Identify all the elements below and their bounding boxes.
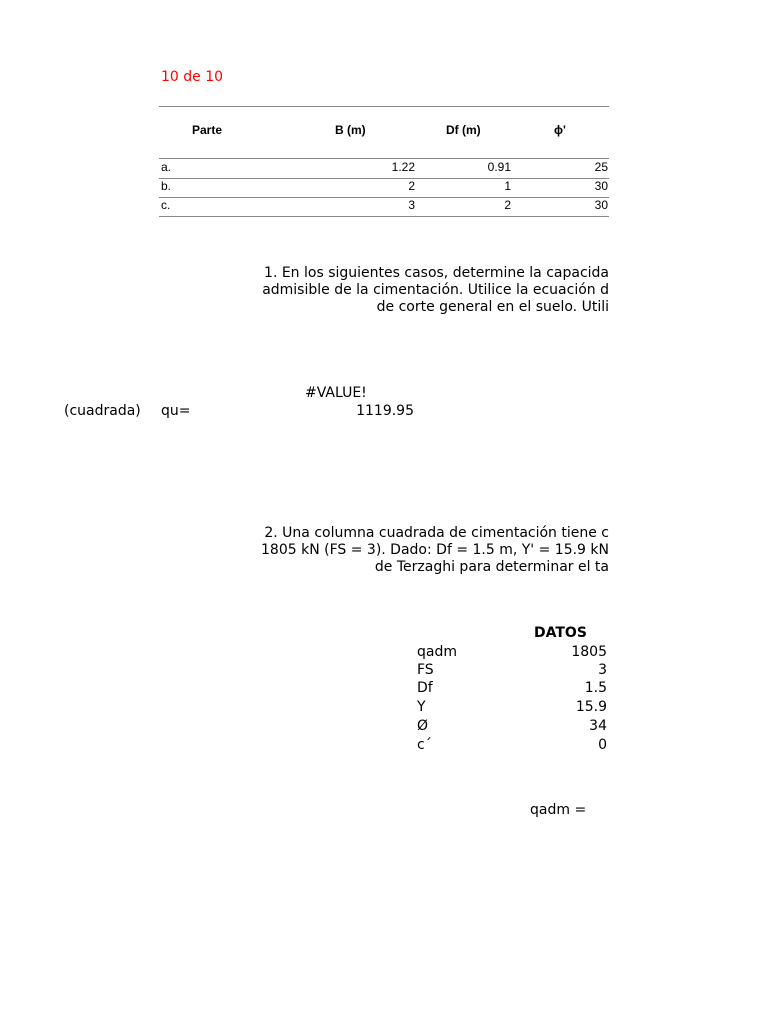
table-row-a-phi: 25 [594,160,608,174]
table-row-a-df: 0.91 [487,160,511,174]
table-row-c-phi: 30 [594,198,608,212]
table-row-c-b: 3 [408,198,415,212]
problem-1-line: admisible de la cimentación. Utilice la ecuación d [262,282,609,298]
datos-value-y: 15.9 [575,699,607,715]
table-header-border [159,158,609,159]
datos-value-qadm: 1805 [571,644,607,660]
table-top-border [159,106,609,107]
datos-label-df: Df [417,680,433,696]
datos-value-c: 0 [598,737,607,753]
datos-label-phi: Ø [417,718,429,734]
table-row-b-parte: b. [161,179,172,193]
datos-value-df: 1.5 [584,680,607,696]
page-counter: 10 de 10 [161,69,224,85]
table-row-c-df: 2 [504,198,511,212]
table-row-border [159,178,609,179]
datos-value-fs: 3 [598,662,607,678]
problem-1-line: de corte general en el suelo. Utili [376,299,609,315]
table-header-parte: Parte [192,123,223,137]
problem-2-line: de Terzaghi para determinar el ta [374,559,609,575]
table-row-b-b: 2 [408,179,415,193]
table-row-c-parte: c. [161,198,171,212]
datos-label-qadm: qadm [417,644,457,660]
problem-2-text [240,525,609,576]
problem-1-text [240,265,609,316]
datos-value-phi: 34 [589,718,607,734]
table-bottom-border [159,216,609,217]
qu-label: qu= [161,403,191,419]
qadm-result-label: qadm = [530,802,587,818]
datos-label-y: Y [417,699,426,715]
table-row-b-phi: 30 [594,179,608,193]
table-row-a-b: 1.22 [391,160,415,174]
value-error-cell: #VALUE! [305,385,367,401]
table-header-phi: ϕ' [554,123,566,137]
problem-1-line: 1. En los siguientes casos, determine la capacida [264,265,609,281]
problem-2-line: 1805 kN (FS = 3). Dado: Df = 1.5 m, Y' = 15.9 kN [261,542,609,558]
table-header-df: Df (m) [446,123,481,137]
datos-label-fs: FS [417,662,434,678]
datos-title: DATOS [534,625,587,641]
problem-2-line: 2. Una columna cuadrada de cimentación tiene c [264,525,609,541]
parameters-table [159,106,609,218]
datos-label-c: c´ [417,737,432,753]
table-row-border [159,197,609,198]
shape-label: (cuadrada) [64,403,141,419]
table-row-b-df: 1 [504,179,511,193]
table-header-b: B (m) [335,123,366,137]
qu-value: 1119.95 [356,403,414,419]
table-row-a-parte: a. [161,160,172,174]
